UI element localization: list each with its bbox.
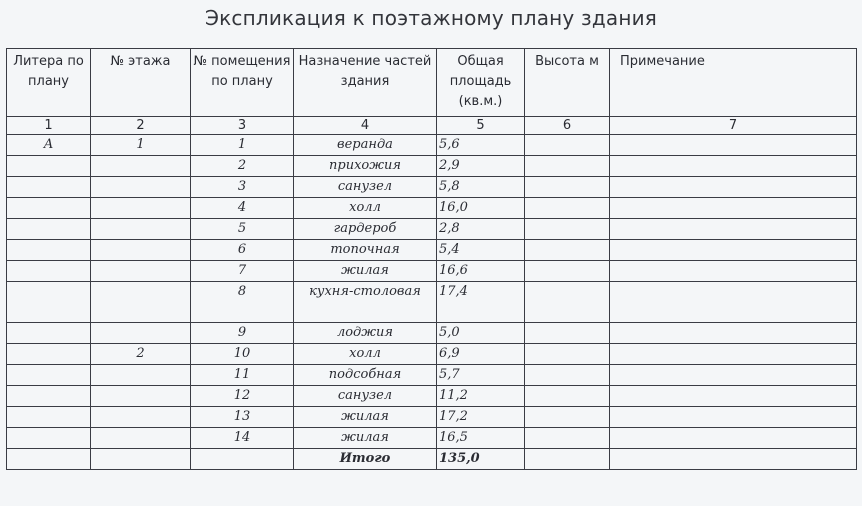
purpose-cell: гардероб [294, 219, 437, 240]
purpose-cell: холл [294, 198, 437, 219]
explication-table [6, 48, 857, 470]
purpose-cell: прихожия [294, 156, 437, 177]
floor-cell [91, 449, 191, 470]
note-cell [610, 219, 857, 240]
header-floor: № этажа [91, 49, 191, 117]
floor-cell [91, 219, 191, 240]
height-cell [525, 219, 610, 240]
table-row [7, 177, 857, 198]
height-cell [525, 407, 610, 428]
column-number: 3 [191, 117, 294, 135]
total-area: 135,0 [437, 449, 525, 470]
height-cell [525, 344, 610, 365]
floor-cell [91, 386, 191, 407]
header-area: Общая площадь (кв.м.) [437, 49, 525, 117]
note-cell [610, 177, 857, 198]
litera-cell [7, 407, 91, 428]
area-cell: 5,8 [437, 177, 525, 198]
litera-cell [7, 177, 91, 198]
column-number: 5 [437, 117, 525, 135]
room-cell: 8 [191, 282, 294, 323]
litera-cell [7, 240, 91, 261]
area-cell: 16,0 [437, 198, 525, 219]
table-row [7, 261, 857, 282]
floor-cell [91, 282, 191, 323]
litera-cell: А [7, 135, 91, 156]
note-cell [610, 156, 857, 177]
height-cell [525, 428, 610, 449]
column-number: 6 [525, 117, 610, 135]
purpose-cell: санузел [294, 177, 437, 198]
header-height: Высота м [525, 49, 610, 117]
litera-cell [7, 449, 91, 470]
area-cell: 5,4 [437, 240, 525, 261]
area-cell: 16,5 [437, 428, 525, 449]
header-purpose: Назначение частей здания [294, 49, 437, 117]
purpose-cell: холл [294, 344, 437, 365]
floor-cell: 2 [91, 344, 191, 365]
area-cell: 11,2 [437, 386, 525, 407]
column-number-row [7, 117, 857, 135]
height-cell [525, 177, 610, 198]
note-cell [610, 386, 857, 407]
table-row [7, 428, 857, 449]
room-cell: 4 [191, 198, 294, 219]
note-cell [610, 323, 857, 344]
purpose-cell: жилая [294, 428, 437, 449]
area-cell: 2,8 [437, 219, 525, 240]
table-row [7, 344, 857, 365]
table-row [7, 407, 857, 428]
area-cell: 5,6 [437, 135, 525, 156]
room-cell: 7 [191, 261, 294, 282]
header-note: Примечание [610, 49, 857, 117]
litera-cell [7, 282, 91, 323]
total-label: Итого [294, 449, 437, 470]
note-cell [610, 135, 857, 156]
area-cell: 5,7 [437, 365, 525, 386]
room-cell: 6 [191, 240, 294, 261]
floor-cell [91, 428, 191, 449]
area-cell: 16,6 [437, 261, 525, 282]
header-room: № помещения по плану [191, 49, 294, 117]
total-row [7, 449, 857, 470]
purpose-cell: кухня-столовая [294, 282, 437, 323]
purpose-cell: веранда [294, 135, 437, 156]
note-cell [610, 198, 857, 219]
purpose-cell: подсобная [294, 365, 437, 386]
room-cell: 13 [191, 407, 294, 428]
purpose-cell: жилая [294, 261, 437, 282]
area-cell: 17,4 [437, 282, 525, 323]
purpose-cell: лоджия [294, 323, 437, 344]
room-cell: 11 [191, 365, 294, 386]
litera-cell [7, 365, 91, 386]
table-row [7, 156, 857, 177]
header-row [7, 49, 857, 117]
floor-cell [91, 177, 191, 198]
floor-cell [91, 261, 191, 282]
height-cell [525, 323, 610, 344]
litera-cell [7, 428, 91, 449]
room-cell: 10 [191, 344, 294, 365]
litera-cell [7, 219, 91, 240]
litera-cell [7, 261, 91, 282]
litera-cell [7, 323, 91, 344]
table-row [7, 135, 857, 156]
note-cell [610, 428, 857, 449]
note-cell [610, 407, 857, 428]
note-cell [610, 282, 857, 323]
table-row [7, 219, 857, 240]
column-number: 4 [294, 117, 437, 135]
height-cell [525, 135, 610, 156]
note-cell [610, 240, 857, 261]
area-cell: 17,2 [437, 407, 525, 428]
note-cell [610, 261, 857, 282]
floor-cell [91, 323, 191, 344]
height-cell [525, 386, 610, 407]
table-row [7, 240, 857, 261]
document-title: Экспликация к поэтажному плану здания [204, 6, 658, 30]
area-cell: 6,9 [437, 344, 525, 365]
note-cell [610, 449, 857, 470]
floor-cell [91, 240, 191, 261]
floor-cell [91, 365, 191, 386]
height-cell [525, 240, 610, 261]
column-number: 1 [7, 117, 91, 135]
height-cell [525, 282, 610, 323]
litera-cell [7, 198, 91, 219]
litera-cell [7, 386, 91, 407]
table-row [7, 198, 857, 219]
floor-cell [91, 198, 191, 219]
table-row [7, 365, 857, 386]
room-cell: 5 [191, 219, 294, 240]
floor-cell [91, 407, 191, 428]
column-number: 2 [91, 117, 191, 135]
table-row [7, 282, 857, 323]
room-cell: 2 [191, 156, 294, 177]
table-row [7, 386, 857, 407]
litera-cell [7, 344, 91, 365]
height-cell [525, 261, 610, 282]
table-row [7, 323, 857, 344]
room-cell: 12 [191, 386, 294, 407]
column-number: 7 [610, 117, 857, 135]
area-cell: 5,0 [437, 323, 525, 344]
height-cell [525, 449, 610, 470]
room-cell: 9 [191, 323, 294, 344]
height-cell [525, 156, 610, 177]
litera-cell [7, 156, 91, 177]
note-cell [610, 365, 857, 386]
height-cell [525, 198, 610, 219]
floor-cell: 1 [91, 135, 191, 156]
height-cell [525, 365, 610, 386]
note-cell [610, 344, 857, 365]
floor-cell [91, 156, 191, 177]
room-cell: 3 [191, 177, 294, 198]
header-litera: Литера по плану [7, 49, 91, 117]
room-cell: 14 [191, 428, 294, 449]
room-cell [191, 449, 294, 470]
purpose-cell: топочная [294, 240, 437, 261]
room-cell: 1 [191, 135, 294, 156]
purpose-cell: жилая [294, 407, 437, 428]
purpose-cell: санузел [294, 386, 437, 407]
area-cell: 2,9 [437, 156, 525, 177]
